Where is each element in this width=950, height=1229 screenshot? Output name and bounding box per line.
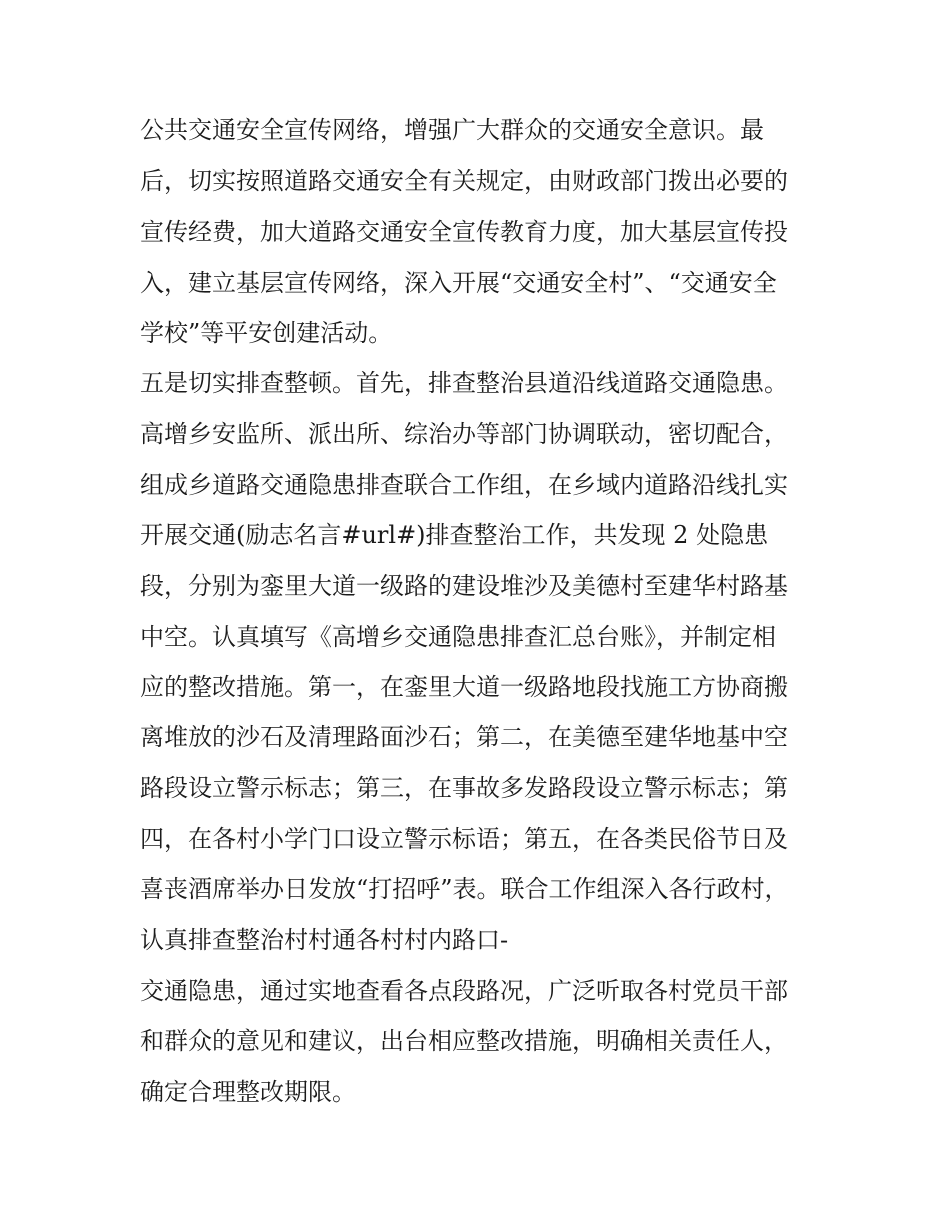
text-line: 宣传经费，加大道路交通安全宣传教育力度，加大基层宣传投 [140, 218, 788, 246]
text-line: 开展交通(励志名言#url#)排查整治工作，共发现 2 处隐患 [140, 521, 769, 549]
text-line: 组成乡道路交通隐患排查联合工作组，在乡域内道路沿线扎实 [140, 471, 788, 499]
text-line: 公共交通安全宣传网络，增强广大群众的交通安全意识。最 [140, 116, 764, 144]
text-line: 五是切实排查整顿。首先，排查整治县道沿线道路交通隐患。 [140, 369, 788, 397]
text-line: 认真排查整治村村通各村村内路口- [140, 926, 509, 954]
text-line: 确定合理整改期限。 [140, 1078, 356, 1106]
text-line: 中空。认真填写《高增乡交通隐患排查汇总台账》，并制定相 [140, 623, 776, 651]
text-line: 喜丧酒席举办日发放“打招呼”表。联合工作组深入各行政村， [140, 875, 789, 903]
text-line: 应的整改措施。第一，在銮里大道一级路地段找施工方协商搬 [140, 673, 788, 701]
text-line: 路段设立警示标志；第三，在事故多发路段设立警示标志；第 [140, 774, 788, 802]
text-line: 高增乡安监所、派出所、综治办等部门协调联动，密切配合， [140, 420, 788, 448]
text-line: 离堆放的沙石及清理路面沙石；第二，在美德至建华地基中空 [140, 723, 788, 751]
text-line: 学校”等平安创建活动。 [140, 319, 393, 347]
text-line: 后，切实按照道路交通安全有关规定，由财政部门拨出必要的 [140, 167, 788, 195]
text-line: 入，建立基层宣传网络，深入开展“交通安全村”、“交通安全 [140, 269, 777, 297]
text-line: 段，分别为銮里大道一级路的建设堆沙及美德村至建华村路基 [140, 572, 788, 600]
text-line: 四，在各村小学门口设立警示标语；第五，在各类民俗节日及 [140, 825, 788, 853]
text-line: 交通隐患，通过实地查看各点段路况，广泛听取各村党员干部 [140, 977, 788, 1005]
text-line: 和群众的意见和建议，出台相应整改措施，明确相关责任人， [140, 1027, 788, 1055]
